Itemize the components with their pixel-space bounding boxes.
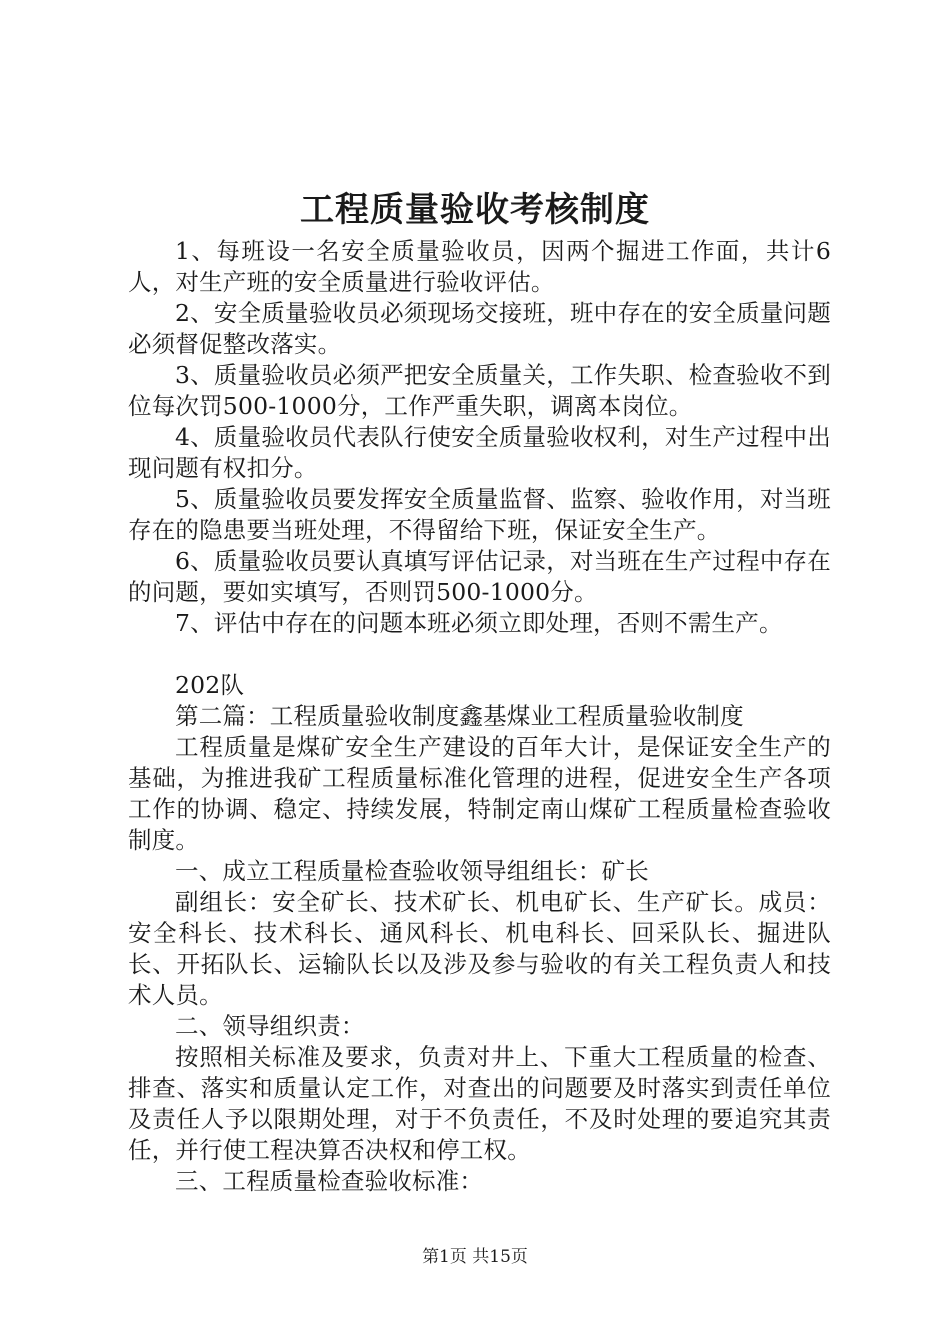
paragraph: 副组长：安全矿长、技术矿长、机电矿长、生产矿长。成员：安全科长、技术科长、通风科长、机电科长、回采队长、掘进队长、开拓队长、运输队长以及涉及参与验收的有关工程负责人和技术人员。	[128, 888, 831, 1009]
document-body	[128, 236, 831, 1197]
document-title: 工程质量验收考核制度	[300, 190, 650, 230]
paragraph: 2、安全质量验收员必须现场交接班，班中存在的安全质量问题必须督促整改落实。	[128, 299, 831, 358]
paragraph: 二、领导组织责：	[175, 1012, 365, 1040]
paragraph: 三、工程质量检查验收标准：	[175, 1167, 484, 1195]
paragraph: 工程质量是煤矿安全生产建设的百年大计，是保证安全生产的基础，为推进我矿工程质量标准化管理的进程，促进安全生产各项工作的协调、稳定、持续发展，特制定南山煤矿工程质量检查验收制度。	[128, 733, 831, 854]
signature-line: 202队	[175, 671, 245, 699]
paragraph: 5、质量验收员要发挥安全质量监督、监察、验收作用，对当班存在的隐患要当班处理，不得留给下班，保证安全生产。	[128, 485, 831, 544]
paragraph: 6、质量验收员要认真填写评估记录，对当班在生产过程中存在的问题，要如实填写，否则罚500-1000分。	[128, 547, 831, 606]
section-heading: 第二篇：工程质量验收制度鑫基煤业工程质量验收制度	[175, 702, 744, 730]
page-number-footer: 第1页 共15页	[422, 1247, 528, 1267]
paragraph: 7、评估中存在的问题本班必须立即处理，否则不需生产。	[175, 609, 783, 637]
paragraph: 1、每班设一名安全质量验收员，因两个掘进工作面，共计6人，对生产班的安全质量进行验收评估。	[128, 237, 831, 296]
paragraph: 4、质量验收员代表队行使安全质量验收权利，对生产过程中出现问题有权扣分。	[128, 423, 831, 482]
paragraph: 按照相关标准及要求，负责对井上、下重大工程质量的检查、排查、落实和质量认定工作，对查出的问题要及时落实到责任单位及责任人予以限期处理，对于不负责任，不及时处理的要追究其责任，并行使工程决算否决权和停工权。	[128, 1043, 831, 1164]
blank-line	[128, 639, 831, 670]
paragraph: 3、质量验收员必须严把安全质量关，工作失职、检查验收不到位每次罚500-1000分，工作严重失职，调离本岗位。	[128, 361, 831, 420]
paragraph: 一、成立工程质量检查验收领导组组长：矿长	[175, 857, 649, 885]
